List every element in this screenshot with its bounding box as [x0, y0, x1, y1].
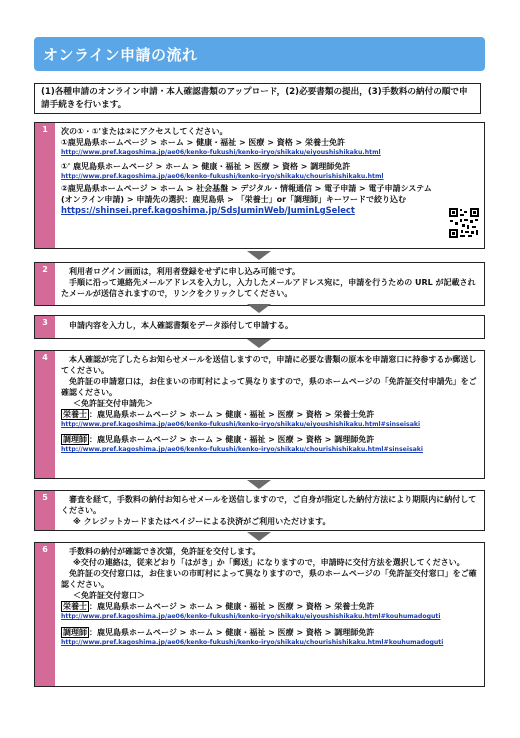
tag-eiyoushi: 栄養士 — [63, 602, 87, 611]
step-2 — [34, 262, 485, 306]
link-eiyoushi-kouhumadoguti[interactable]: http://www.pref.kagoshima.jp/ae06/kenko-fukushi/kenko-iryo/shikaku/eiyoushishikaku.html#kouhumadoguti — [61, 613, 441, 620]
intro-box — [34, 83, 481, 114]
step-line: ＜免許証交付窓口＞ — [73, 591, 145, 600]
link-chourishi-kouhumadoguti[interactable]: http://www.pref.kagoshima.jp/ae06/kenko-fukushi/kenko-iryo/shikaku/chourishishikaku.html#kouhumadoguti — [61, 639, 444, 646]
down-arrow-icon — [247, 339, 271, 348]
step-number: 1 — [35, 123, 55, 248]
link-shinsei[interactable]: https://shinsei.pref.kagoshima.jp/SdsJuminWeb/JuminLgSelect — [61, 205, 355, 215]
step-content — [61, 546, 479, 648]
down-arrow-icon — [247, 304, 271, 313]
step-line: 利用者ログイン画面は，利用者登録をせずに申し込み可能です。 — [69, 267, 300, 276]
step-line: 審査を経て，手数料の納付お知らせメールを送信しますので，ご自身が指定した納付方法により期限内に納付してください。 — [61, 495, 477, 515]
step-line: 免許証の申請窓口は，お住まいの市町村によって異なりますので，県のホームページの「免許証交付申請先」をご確認ください。 — [61, 377, 477, 397]
step-number: 6 — [35, 543, 55, 686]
step-number: 4 — [35, 351, 55, 478]
step-3 — [34, 315, 485, 339]
down-arrow-icon — [247, 532, 271, 541]
step-line: ①' 鹿児島県ホームページ > ホーム > 健康・福祉 > 医療 > 資格 > 調理師免許 — [61, 162, 351, 171]
tag-chourishi: 調理師 — [63, 435, 87, 444]
qr-code-icon — [448, 207, 480, 239]
page-header — [34, 37, 485, 71]
link-eiyoushi-sinseisaki[interactable]: http://www.pref.kagoshima.jp/ae06/kenko-fukushi/kenko-iryo/shikaku/eiyoushishikaku.html#sinseisaki — [61, 421, 421, 428]
step-4 — [34, 350, 485, 479]
tag-path: ：鹿児島県ホームページ > ホーム > 健康・福祉 > 医療 > 資格 > 調理師免許 — [89, 628, 375, 637]
down-arrow-icon — [247, 251, 271, 260]
step-line: 申請内容を入力し，本人確認書類をデータ添付して申請する。 — [69, 321, 293, 330]
step-5 — [34, 490, 485, 531]
step-line: 次の①・①'または②にアクセスしてください。 — [61, 127, 228, 136]
tag-path: ：鹿児島県ホームページ > ホーム > 健康・福祉 > 医療 > 資格 > 調理師免許 — [89, 435, 375, 444]
step-content — [61, 494, 479, 527]
link-eiyoushi[interactable]: http://www.pref.kagoshima.jp/ae06/kenko-fukushi/kenko-iryo/shikaku/eiyoushishikaku.html — [61, 149, 381, 156]
step-line: 手数料の納付が確認でき次第，免許証を交付します。 — [69, 547, 261, 556]
step-line: ②鹿児島県ホームページ > ホーム > 社会基盤 > デジタル・情報通信 > 電子申請 > 電子申請システム(オンライン申請) > 申請先の選択：鹿児島県 > 「栄養士」or「調理師」キーワードで絞り込む — [61, 184, 432, 204]
tag-path: ：鹿児島県ホームページ > ホーム > 健康・福祉 > 医療 > 資格 > 栄養士免許 — [89, 410, 375, 419]
link-chourishi[interactable]: http://www.pref.kagoshima.jp/ae06/kenko-fukushi/kenko-iryo/shikaku/chourishishikaku.html — [61, 173, 384, 180]
down-arrow-icon — [247, 480, 271, 489]
tag-path: ：鹿児島県ホームページ > ホーム > 健康・福祉 > 医療 > 資格 > 栄養士免許 — [89, 602, 375, 611]
link-chourishi-sinseisaki[interactable]: http://www.pref.kagoshima.jp/ae06/kenko-fukushi/kenko-iryo/shikaku/chourishishikaku.html#sinseisaki — [61, 446, 424, 453]
step-1 — [34, 122, 485, 249]
step-content — [61, 320, 479, 331]
step-line: 本人確認が完了したらお知らせメールを送信しますので，申請に必要な書類の原本を申請窓口に持参するか郵送してください。 — [61, 355, 477, 375]
step-content — [61, 266, 479, 299]
step-number: 5 — [35, 491, 55, 530]
page-title: オンライン申請の流れ — [43, 46, 198, 64]
step-content — [61, 354, 479, 455]
step-line: 免許証の交付窓口は，お住まいの市町村によって異なりますので，県のホームページの「免許証交付窓口」をご確認ください。 — [61, 569, 477, 589]
tag-chourishi: 調理師 — [63, 628, 87, 637]
step-number: 3 — [35, 316, 55, 338]
intro-text: (1)各種申請のオンライン申請・本人確認書類のアップロード，(2)必要書類の提出，(3)手数料の納付の順で申請手続きを行います。 — [41, 87, 468, 110]
step-line: ※交付の連絡は，従来どおり「はがき」か「郵送」になりますので，申請時に交付方法を選択してください。 — [73, 558, 465, 567]
step-line: ＜免許証交付申請先＞ — [73, 399, 153, 408]
step-number: 2 — [35, 263, 55, 305]
step-6 — [34, 542, 485, 687]
tag-eiyoushi: 栄養士 — [63, 410, 87, 419]
step-content — [61, 126, 479, 216]
step-line: 手順に沿って連絡先メールアドレスを入力し，入力したメールアドレス宛に，申請を行うための URL が記載されたメールが送信されますので，リンクをクリックしてください。 — [61, 278, 476, 298]
step-line: ①鹿児島県ホームページ > ホーム > 健康・福祉 > 医療 > 資格 > 栄養士免許 — [61, 138, 345, 147]
step-line: ※ クレジットカードまたはペイジーによる決済がご利用いただけます。 — [73, 517, 331, 526]
